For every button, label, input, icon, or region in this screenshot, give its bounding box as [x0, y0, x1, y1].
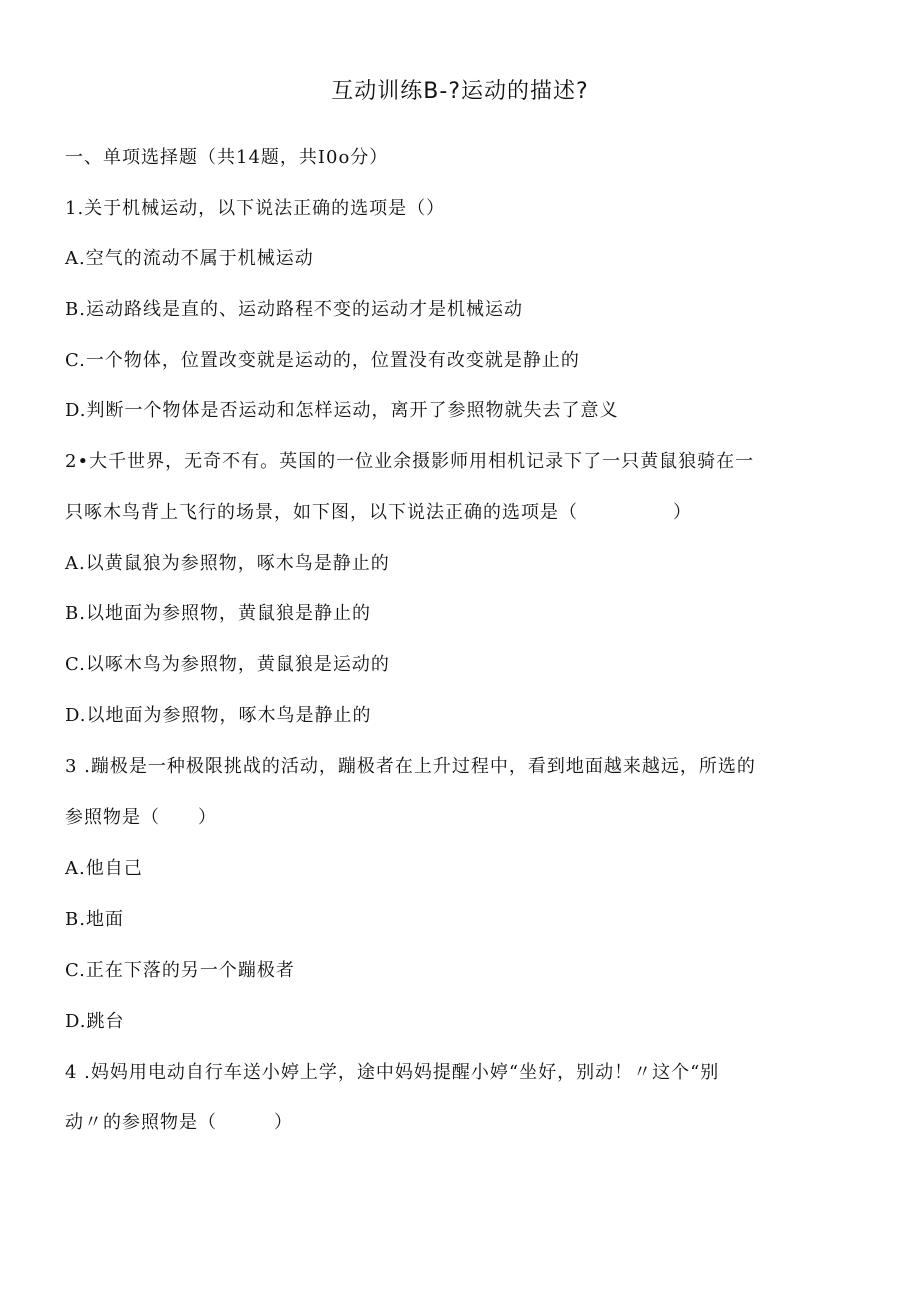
question-4-stem-line-2: 动〃的参照物是（ ） — [65, 1112, 293, 1133]
question-2-option-d: D.以地面为参照物，啄木鸟是静止的 — [65, 705, 372, 726]
question-1-option-d: D.判断一个物体是否运动和怎样运动，离开了参照物就失去了意义 — [65, 400, 619, 421]
question-3-stem-line-1: 3 .蹦极是一种极限挑战的活动，蹦极者在上升过程中，看到地面越来越远，所选的 — [65, 756, 756, 777]
question-2-stem-line-1: 2•大千世界，无奇不有。英国的一位业余摄影师用相机记录下了一只黄鼠狼骑在一 — [65, 451, 755, 472]
question-2-stem-line-2: 只啄木鸟背上飞行的场景，如下图，以下说法正确的选项是（ ） — [65, 502, 692, 523]
section-heading: 一、单项选择题（共14题，共I0o分） — [65, 147, 389, 168]
question-1-stem: 1.关于机械运动，以下说法正确的选项是（） — [65, 198, 446, 219]
question-1-option-a: A.空气的流动不属于机械运动 — [65, 248, 314, 269]
question-2-option-c: C.以啄木鸟为参照物，黄鼠狼是运动的 — [65, 654, 390, 675]
document-title: 互动训练B-?运动的描述? — [331, 79, 589, 104]
question-3-stem-line-2: 参照物是（ ） — [65, 807, 217, 828]
question-1-option-b: B.运动路线是直的、运动路程不变的运动才是机械运动 — [65, 299, 523, 320]
question-1-option-c: C.一个物体，位置改变就是运动的，位置没有改变就是静止的 — [65, 350, 580, 371]
question-4-stem-line-1: 4 .妈妈用电动自行车送小婷上学，途中妈妈提醒小婷“坐好，别动！〃这个“别 — [65, 1062, 720, 1083]
question-2-option-a: A.以黄鼠狼为参照物，啄木鸟是静止的 — [65, 553, 390, 574]
question-2-option-b: B.以地面为参照物，黄鼠狼是静止的 — [65, 603, 371, 624]
question-3-option-c: C.正在下落的另一个蹦极者 — [65, 960, 295, 981]
question-3-option-a: A.他自己 — [65, 858, 143, 879]
question-3-option-d: D.跳台 — [65, 1011, 125, 1032]
question-3-option-b: B.地面 — [65, 909, 124, 930]
